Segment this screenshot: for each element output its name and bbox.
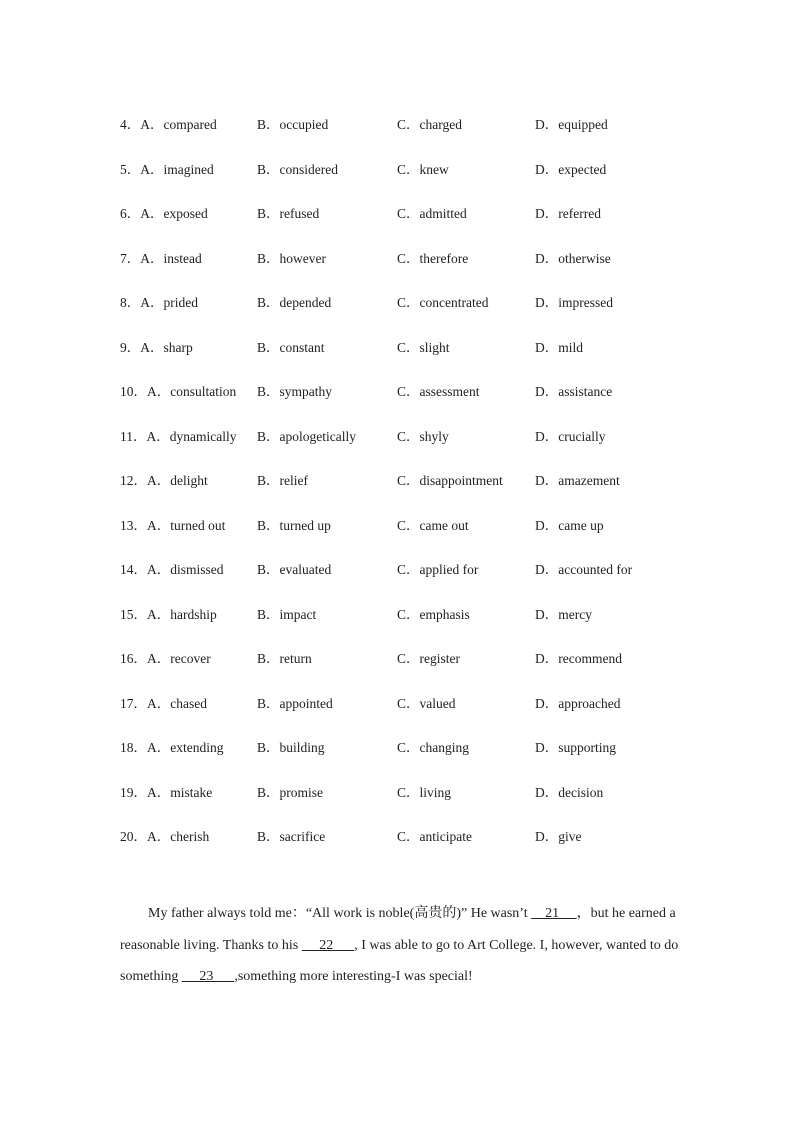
option-c: C．shyly [397,428,449,444]
option-b: B．building [257,740,325,756]
option-c: C．living [397,784,452,800]
option-b: B．apologetically [257,428,356,444]
option-c: C．charged [397,117,462,133]
option-b: B．occupied [257,117,329,133]
blank-23: 23 [181,969,235,984]
option-a: 11．A．dynamically [120,428,237,444]
question-row [120,546,740,591]
question-row [120,146,740,191]
passage-text: My father always told me：“All work is noble(高贵的)” He wasn’t [148,906,532,921]
option-a: 20．A．cherish [120,829,210,845]
option-a: 10．A．consultation [120,384,237,400]
blank-21: 21 [531,906,577,921]
option-d: D．amazement [535,473,620,489]
question-row [120,502,740,547]
option-c: C．changing [397,740,469,756]
question-row [120,457,740,502]
option-d: D．impressed [535,295,613,311]
option-d: D．assistance [535,384,613,400]
option-c: C．admitted [397,206,467,222]
option-d: D．mercy [535,606,592,622]
option-a: 13．A．turned out [120,517,226,533]
option-b: B．promise [257,784,323,800]
option-b: B．evaluated [257,562,332,578]
option-a: 9．A．sharp [120,339,193,355]
option-b: B．refused [257,206,320,222]
option-c: C．register [397,651,460,667]
question-row [120,279,740,324]
option-b: B．return [257,651,312,667]
options-list [120,101,740,858]
option-d: D．decision [535,784,604,800]
question-row [120,324,740,369]
option-d: D．equipped [535,117,608,133]
option-d: D．recommend [535,651,622,667]
option-d: D．accounted for [535,562,633,578]
question-row [120,591,740,636]
question-row [120,190,740,235]
question-row [120,413,740,458]
option-b: B．impact [257,606,317,622]
option-b: B．sympathy [257,384,333,400]
option-c: C．slight [397,339,450,355]
option-a: 7．A．instead [120,250,202,266]
option-a: 5．A．imagined [120,161,214,177]
option-d: D．otherwise [535,250,611,266]
option-a: 18．A．extending [120,740,224,756]
question-row [120,635,740,680]
option-c: C．emphasis [397,606,470,622]
option-d: D．supporting [535,740,616,756]
option-d: D．approached [535,695,621,711]
option-d: D．mild [535,339,584,355]
passage-text: , I was able to go to Art College. I, however, wanted to do something [120,937,679,984]
option-a: 4．A．compared [120,117,217,133]
option-d: D．give [535,829,582,845]
option-c: C．came out [397,517,469,533]
blank-22: 22 [301,937,355,953]
question-row [120,235,740,280]
option-c: C．therefore [397,250,469,266]
reading-passage [120,898,680,993]
option-c: C．valued [397,695,456,711]
option-a: 6．A．exposed [120,206,208,222]
option-c: C．disappointment [397,473,503,489]
option-a: 17．A．chased [120,695,207,711]
option-d: D．crucially [535,428,606,444]
option-b: B．appointed [257,695,333,711]
option-c: C．assessment [397,384,480,400]
option-c: C．knew [397,161,449,177]
option-a: 8．A．prided [120,295,198,311]
option-a: 19．A．mistake [120,784,213,800]
option-c: C．concentrated [397,295,489,311]
question-row [120,101,740,146]
option-b: B．relief [257,473,308,489]
option-c: C．anticipate [397,829,472,845]
option-a: 15．A．hardship [120,606,217,622]
option-b: B．however [257,250,326,266]
option-d: D．expected [535,161,607,177]
option-d: D．referred [535,206,601,222]
question-row [120,680,740,725]
passage-paragraph [120,898,680,993]
option-b: B．turned up [257,517,331,533]
option-d: D．came up [535,517,604,533]
option-b: B．constant [257,339,325,355]
question-row [120,813,740,858]
option-b: B．depended [257,295,332,311]
option-c: C．applied for [397,562,479,578]
option-a: 16．A．recover [120,651,211,667]
question-row [120,769,740,814]
option-b: B．considered [257,161,338,177]
option-a: 14．A．dismissed [120,562,224,578]
question-row [120,368,740,413]
question-row [120,724,740,769]
passage-text: ,something more interesting-I was special! [234,969,473,984]
option-b: B．sacrifice [257,829,326,845]
option-a: 12．A．delight [120,473,208,489]
passage-text: ，but he earned a reasonable living. Thanks to his [120,906,676,953]
